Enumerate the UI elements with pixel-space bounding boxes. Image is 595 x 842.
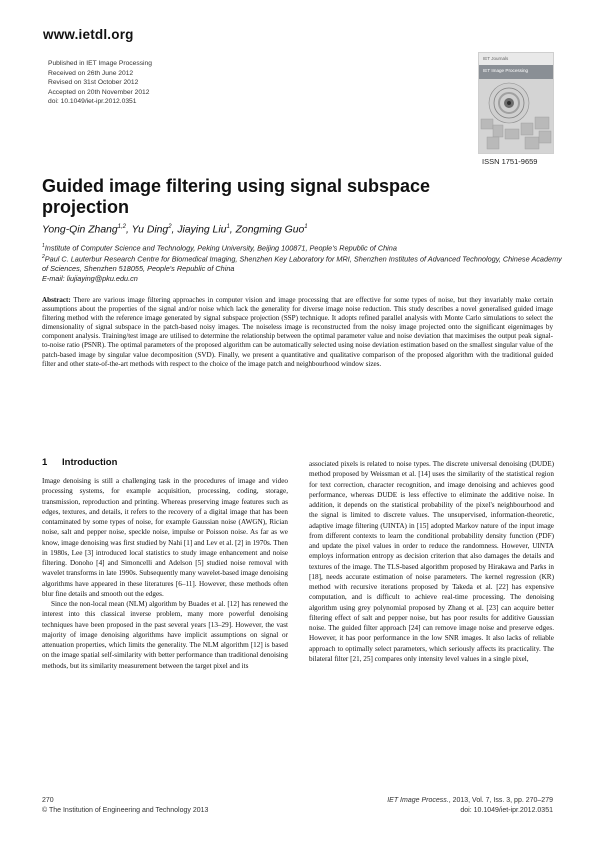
volume-info: , 2013, Vol. 7, Iss. 3, pp. 270–279: [448, 797, 553, 804]
pub-doi-line: doi: 10.1049/iet-ipr.2012.0351: [48, 98, 137, 106]
section-heading: [42, 457, 117, 468]
cover-logo-text: IET: [483, 56, 491, 61]
author-name: Yong-Qin Zhang: [42, 224, 118, 236]
cover-logo: [483, 56, 508, 61]
author-affil-sup: 1: [304, 224, 308, 230]
footer-right: [300, 796, 553, 816]
cover-artwork: [479, 79, 553, 153]
body-column-left: [42, 476, 288, 671]
journal-citation: [300, 796, 553, 806]
cover-logo-subtext: Journals: [491, 56, 509, 61]
abstract-text: There are various image filtering approaches in computer vision and image processing that are effective for some types of noise, but they invariably make certain assumptions about the properties of the signal and/or noise which lack the generality for diverse image noise reduction. This study describes a novel generalised guided image filtering method with the reference image generated by signal subspace projection (SSP) technique. It adopts refined parallel analysis with Monte Carlo simulations to select the dimensionality of signal subspace in the patch-based noisy images. The noiseless image is reconstructed from the noisy image projected onto the significant eigenimages by component analysis. Training/test image are utilised to determine the relationship between the optimal parameter value and noise deviation that maximises the output peak signal-to-noise ratio (PSNR). The optimal parameters of the proposed algorithm can be automatically selected using noise deviation estimation based on the smallest singular value of the patch-based image by singular value decomposition (SVD). Finally, we present a quantitative and qualitative comparison of the proposed algorithm with the traditional guided filter and other state-of-the-art methods with respect to the choice of the image patch and neighbourhood window sizes.: [42, 296, 553, 368]
cover-band-title: IET Image Processing: [483, 68, 529, 73]
author-name: Jiaying Liu: [177, 224, 227, 236]
journal-cover-image: [478, 52, 554, 154]
author-name: Zongming Guo: [235, 224, 305, 236]
affiliation-sup: 1: [42, 243, 45, 249]
author-affil-sup: 2: [168, 224, 172, 230]
author-sep: ,: [171, 224, 178, 236]
body-paragraph: Image denoising is still a challenging task in the procedures of image and video processing systems, for example acquisition, processing, coding, storage, transmission, reproduction and printing. Whereas preserving image features such as edges, textures, and details, it refers to the recovery of a digital image that has been contaminated by some types of noise, for example Gaussian noise (AWGN), Rician noise, salt and pepper noise, speckle noise, impulse or Poisson noise. As far as we know, image denoising was first studied by Nahi [1] and Lev et al. [2] in 1970s. Then in 1980s, Lee [3] introduced local statistics to study image enhancement and noise filtering. Donoho [4] and Simoncelli and Adelson [5] studied noise removal with wavelet transforms in late 1990s. Subsequently many wavelet-based image denoising algorithms have appeared in these literatures [6–11]. However, these methods often blur fine details and smooth out the edges.: [42, 477, 288, 598]
contact-email[interactable]: E-mail: liujiaying@pku.edu.cn: [42, 273, 138, 283]
affiliation-2: [42, 253, 562, 274]
pub-revised-line: Revised on 31st October 2012: [48, 79, 139, 87]
author-sep: ,: [229, 224, 236, 236]
section-title: Introduction: [62, 457, 118, 468]
affiliation-sup: 2: [42, 254, 45, 261]
author-list: [42, 224, 308, 235]
footer-doi[interactable]: doi: 10.1049/iet-ipr.2012.0351: [460, 807, 553, 814]
body-column-right: [309, 459, 554, 664]
pub-journal-line: Published in IET Image Processing: [48, 60, 152, 67]
issn: ISSN 1751-9659: [482, 157, 538, 166]
copyright: © The Institution of Engineering and Technology 2013: [42, 807, 209, 814]
body-paragraph: associated pixels is related to noise types. The discrete universal denoising (DUDE) method proposed by Weissman et al. [14] uses the similarity of the statistical region for text correction, character recognition, and image denoising and achieves good performance, whereas DUDE is less effective to eliminate the additive noise. In addition, it depends on the statistical probability of the pixel's neighbourhood and the signal is limited to discrete values. The unsupervised, information-theoretic, adaptive image filtering (UINTA) in [15] adopted Markov nature of the input image from different contexts to learn the conditional probability density function (PDF) and update the pixel values in order to reduce the randomness. However, UINTA employs information entropy as decision criterion that also damages the details and textures of the image. The TLS-based algorithm proposed by Hirakawa and Parks in [18], needs accurate estimation of noise parameters. The kernel regression (KR) method with recursive iterations proposed by Takeda et al. [22] has expensive computation, and is difficult to achieve real-time processing. The denoising algorithm using grey polynomial proposed by Zhang et al. [23] can acquire better filtering effect of salt and pepper noise, but has poor results for additive Gaussian noise. The guided filter approach [24] can remove image noise and preserve edges. However, it has poor performance in the low SNR images. It also lacks of reliable approach to optimally select parameters, which seriously affects its practicality. The bilateral filter [21, 25] compares only intensity level values in a single pixel,: [309, 460, 554, 663]
site-url[interactable]: www.ietdl.org: [43, 27, 134, 42]
publication-info: [48, 59, 152, 107]
abstract: [42, 296, 553, 369]
journal-name: IET Image Process.: [387, 797, 449, 804]
abstract-label: Abstract:: [42, 296, 71, 304]
author-affil-sup: 1: [226, 224, 230, 230]
affiliation-1: [42, 242, 562, 253]
author-affil-sup: 1,2: [117, 224, 127, 230]
page-number: 270: [42, 797, 54, 804]
author-sep: ,: [126, 224, 132, 236]
pub-received-line: Received on 26th June 2012: [48, 69, 134, 77]
paper-title: Guided image filtering using signal subspace projection: [42, 176, 431, 217]
body-paragraph: Since the non-local mean (NLM) algorithm by Buades et al. [12] has renewed the interest into this classical inverse problem, many more powerful denoising techniques have been proposed in the past several years [13–29]. However, the vast majority of image denoising algorithms have implicit assumptions on signal or attenuation properties, which limits the generality. The NLM algorithm [12] is based on the image spatial self-similarity with better performance than traditional denoising methods, but its similarity measurement between the target pixel and its: [42, 600, 288, 670]
pub-accepted-line: Accepted on 20th November 2012: [48, 88, 150, 96]
section-number: 1: [42, 457, 48, 468]
affiliation-text: Paul C. Lauterbur Research Centre for Biomedical Imaging, Shenzhen Key Laboratory for MRI, Shenzhen Institutes of Advanced Technology, Chinese Academy of Sciences, Shenzhen 518055, People's Republic of China: [42, 254, 562, 274]
affiliation-text: Institute of Computer Science and Technology, Peking University, Beijing 100871, People's Republic of China: [44, 243, 397, 253]
author-name: Yu Ding: [131, 224, 169, 236]
footer-left: [42, 796, 208, 816]
affiliations: [42, 242, 562, 284]
